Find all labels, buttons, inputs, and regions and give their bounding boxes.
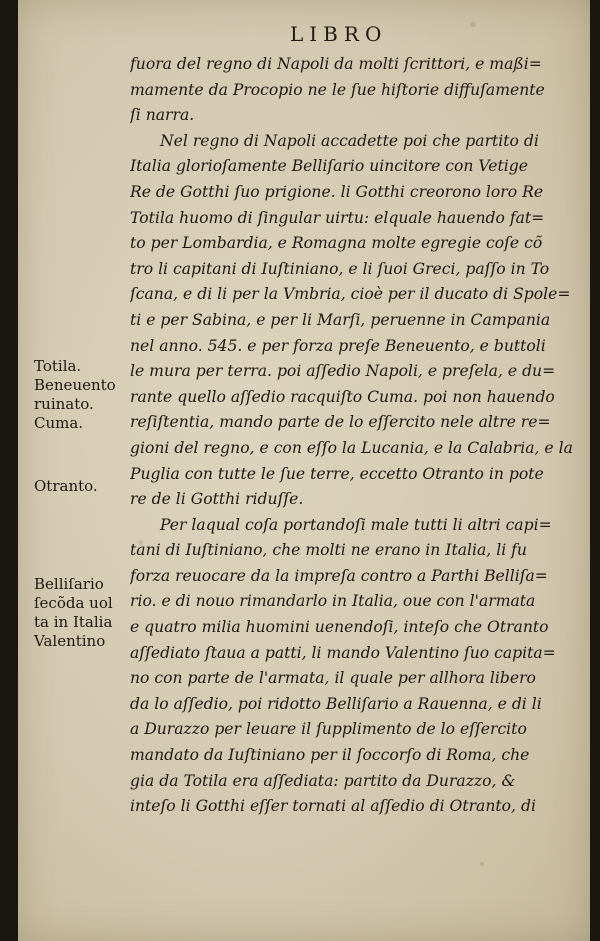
body-text	[130, 52, 578, 820]
text-line: rante quello aſſedio racquiſto Cuma. poi non hauendo	[130, 387, 555, 406]
text-line: Totila huomo di ſingular uirtu: elquale hauendo fat=	[130, 208, 545, 227]
text-line: fuora del regno di Napoli da molti ſcrittori, e maßi=	[130, 55, 542, 73]
text-line: rio. e di nouo rimandarlo in Italia, oue con l'armata	[130, 592, 536, 611]
margin-note-line: ta in Italia	[34, 613, 113, 631]
text-line: Nel regno di Napoli accadette poi che partito di	[160, 131, 539, 150]
text-line: e quatro milia huomini uenendoſi, inteſo che Otranto	[130, 618, 549, 637]
margin-note-line: Otranto.	[34, 477, 98, 495]
text-line: mamente da Procopio ne le ſue hiſtorie diffuſamente	[130, 80, 545, 99]
text-line: gioni del regno, e con eſſo la Lucania, e la Calabria, e la	[130, 438, 573, 457]
paper-stain	[470, 22, 476, 27]
margin-note-line: Totila.	[34, 357, 82, 375]
text-line: tani di Iuſtiniano, che molti ne erano in Italia, li fu	[130, 541, 527, 560]
text-line: Italia glorioſamente Belliſario uincitore con Vetige	[130, 157, 528, 176]
margin-note-line: ruinato.	[34, 395, 94, 413]
text-line: nel anno. 545. e per forza preſe Beneuento, e buttoli	[130, 336, 546, 355]
text-line: Puglia con tutte le ſue terre, eccetto Otranto in pote	[130, 464, 544, 483]
text-line: le mura per terra. poi aſſedio Napoli, e preſela, e du=	[130, 362, 556, 381]
margin-note-otranto	[34, 477, 130, 496]
text-line: a Durazzo per leuare il ſupplimento de lo eſſercito	[130, 720, 527, 739]
text-line: forza reuocare da la impreſa contro a Parthi Belliſa=	[130, 566, 548, 585]
text-line: reſiſtentia, mando parte de lo eſſercito nele altre re=	[130, 413, 551, 432]
text-line: gia da Totila era aſſediata: partito da Durazzo, &	[130, 771, 516, 790]
margin-note-line: Beneuento	[34, 376, 116, 394]
text-line: ſcana, e di li per la Vmbria, cioè per il ducato di Spole=	[130, 285, 571, 304]
text-line: ſi narra.	[130, 106, 195, 125]
text-line: Re de Gotthi ſuo prigione. li Gotthi creorono loro Re	[130, 182, 544, 201]
text-line: tro li capitani di Iuſtiniano, e li ſuoi Greci, paſſo in To	[130, 259, 550, 278]
text-line: no con parte de l'armata, il quale per allhora libero	[130, 669, 536, 688]
text-line: ti e per Sabina, e per li Marſi, peruenne in Campania	[130, 310, 551, 329]
text-line: da lo aſſedio, poi ridotto Belliſario a Rauenna, e di li	[130, 694, 542, 713]
margin-note-line: Cuma.	[34, 414, 84, 432]
book-page	[18, 0, 590, 941]
margin-note-line: Belliſario	[34, 575, 104, 593]
text-line: to per Lombardia, e Romagna molte egregie coſe cõ	[130, 234, 543, 253]
margin-note-totila	[34, 357, 130, 433]
paper-stain	[480, 862, 484, 866]
margin-note-line: ſecõda uol	[34, 594, 113, 612]
text-line: re de li Gotthi riduſſe.	[130, 490, 304, 509]
text-line: inteſo li Gotthi eſſer tornati al aſſedio di Otranto, di	[130, 797, 536, 816]
margin-note-line: Valentino	[34, 632, 106, 650]
text-line: aſſediato ſtaua a patti, li mando Valentino ſuo capita=	[130, 643, 556, 662]
margin-note-bellisario	[34, 575, 130, 651]
text-line: mandato da Iuſtiniano per il ſoccorſo di Roma, che	[130, 746, 530, 765]
running-header: LIBRO	[290, 22, 388, 46]
text-line: Per laqual coſa portandoſi male tutti li altri capi=	[160, 515, 552, 534]
